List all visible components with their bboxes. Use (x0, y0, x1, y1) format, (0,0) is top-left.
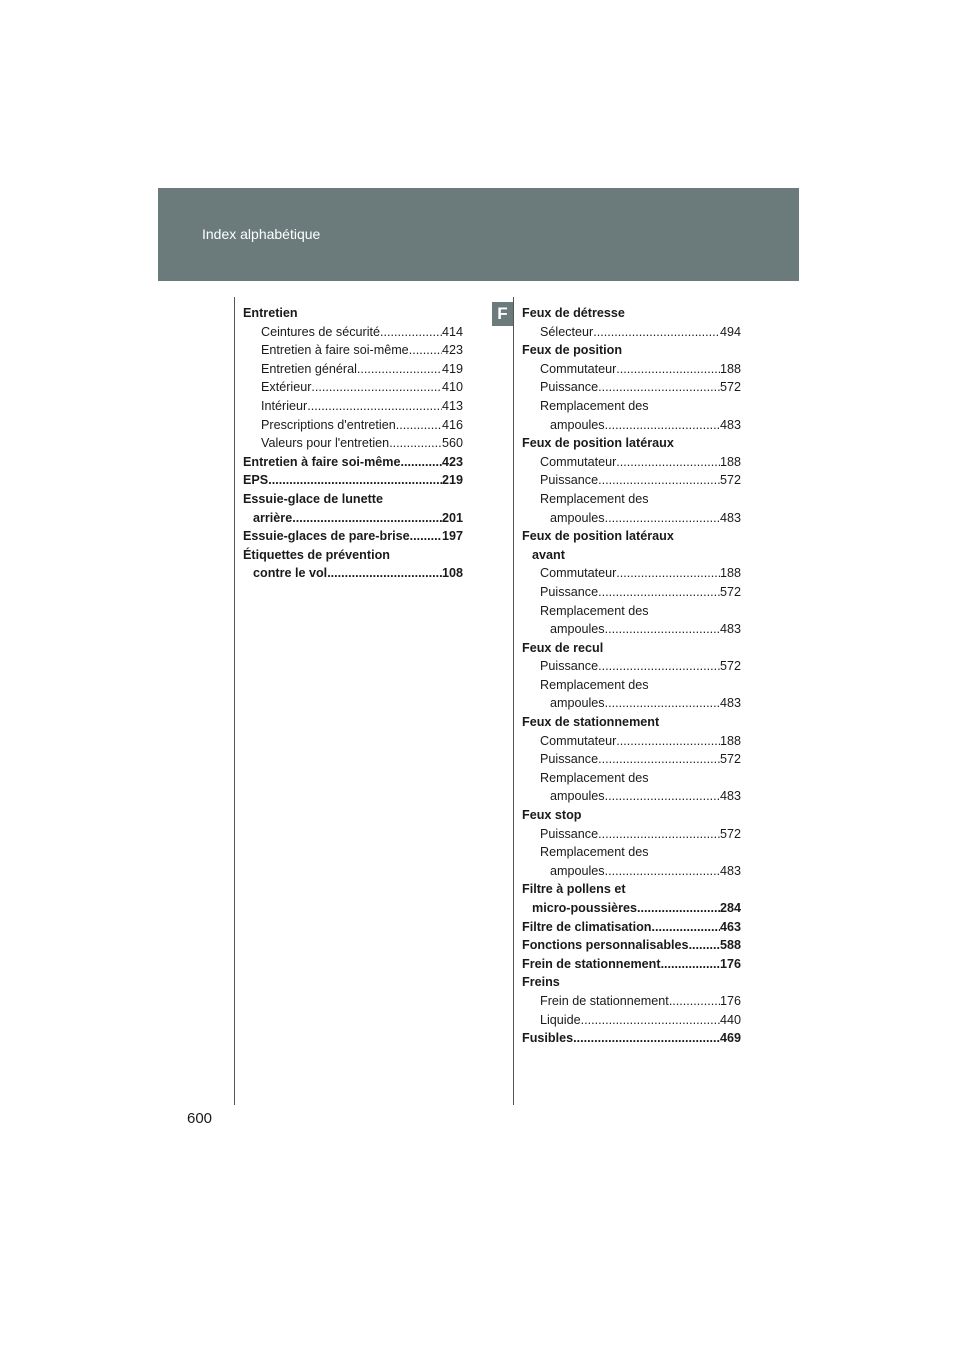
dot-leader (598, 825, 720, 844)
entry-text: Puissance (540, 584, 599, 599)
dot-leader (616, 564, 720, 583)
dot-leader (400, 453, 442, 472)
entry-page-number: 572 (719, 473, 741, 488)
index-subentry (243, 434, 463, 453)
entry-text: ampoules (550, 863, 605, 878)
dot-leader (573, 1029, 720, 1048)
index-entry (522, 546, 741, 565)
index-entry (243, 490, 463, 509)
index-subentry (243, 378, 463, 397)
entry-text: Liquide (540, 1012, 581, 1027)
entry-text: Entretien à faire soi-même (243, 454, 401, 469)
entry-text: ampoules (550, 789, 605, 804)
dot-leader (307, 397, 442, 416)
entry-page-number: 560 (441, 436, 463, 451)
entry-page-number: 463 (719, 919, 741, 934)
entry-text: Puissance (540, 473, 599, 488)
entry-text: avant (532, 547, 565, 562)
entry-page-number: 284 (719, 901, 741, 915)
entry-page-number: 176 (719, 993, 741, 1008)
entry-page-number: 219 (441, 473, 463, 488)
dot-leader (651, 918, 720, 937)
index-entry (522, 880, 741, 899)
entry-page-number: 572 (719, 380, 741, 395)
index-entry (243, 471, 463, 490)
dot-leader (605, 862, 720, 881)
entry-text: micro-poussières (532, 901, 637, 915)
entry-text: Commutateur (540, 361, 617, 376)
entry-page-number: 469 (719, 1031, 741, 1046)
entry-page-number: 588 (719, 938, 741, 953)
index-subentry (522, 694, 741, 713)
dot-leader (598, 471, 720, 490)
index-subentry (243, 397, 463, 416)
index-entry (243, 527, 463, 546)
index-subentry (522, 732, 741, 751)
entry-text: Extérieur (261, 380, 312, 395)
entry-page-number: 410 (441, 380, 463, 395)
entry-text: arrière (253, 510, 293, 525)
entry-page-number: 483 (719, 863, 741, 878)
entry-text: Entretien (243, 306, 298, 320)
index-entry (243, 453, 463, 472)
dot-leader (605, 416, 720, 435)
index-entry (243, 304, 463, 323)
entry-text: Filtre de climatisation (522, 919, 652, 934)
index-entry (243, 546, 463, 565)
entry-page-number: 413 (441, 398, 463, 413)
entry-text: Feux stop (522, 808, 582, 823)
dot-leader (616, 453, 720, 472)
index-subentry (522, 787, 741, 806)
index-entry (522, 806, 741, 825)
index-subentry (522, 843, 741, 862)
entry-text: Prescriptions d'entretien (261, 417, 396, 432)
entry-text: Puissance (540, 826, 599, 841)
index-entry (522, 434, 741, 453)
index-subentry (522, 453, 741, 472)
page-number: 600 (187, 1110, 213, 1127)
dot-leader (689, 936, 720, 955)
index-subentry (522, 602, 741, 621)
index-subentry (522, 397, 741, 416)
entry-text: Fusibles (522, 1031, 574, 1046)
entry-text: contre le vol (253, 566, 328, 581)
entry-text: Valeurs pour l'entretien (261, 436, 390, 451)
dot-leader (605, 509, 720, 528)
entry-text: EPS (243, 473, 269, 488)
index-subentry (522, 378, 741, 397)
index-subentry (522, 825, 741, 844)
entry-text: Feux de position latéraux (522, 529, 674, 544)
index-subentry (522, 490, 741, 509)
entry-text: Puissance (540, 752, 599, 767)
index-subentry (522, 992, 741, 1011)
index-subentry (243, 360, 463, 379)
dot-leader (409, 341, 442, 360)
entry-text: Frein de stationnement (540, 993, 669, 1008)
entry-text: Feux de détresse (522, 306, 625, 320)
entry-text: Remplacement des (540, 398, 649, 413)
index-subentry (522, 323, 741, 342)
dot-leader (593, 323, 720, 342)
dot-leader (396, 416, 442, 435)
index-subentry (243, 416, 463, 435)
entry-page-number: 201 (441, 510, 463, 525)
entry-text: Entretien à faire soi-même (261, 343, 409, 358)
index-entry (522, 713, 741, 732)
entry-page-number: 572 (719, 826, 741, 841)
section-title: Index alphabétique (202, 226, 321, 242)
index-entry (522, 899, 741, 918)
entry-page-number: 197 (441, 529, 463, 544)
entry-text: Sélecteur (540, 324, 594, 339)
index-entry (522, 1029, 741, 1048)
entry-text: Puissance (540, 380, 599, 395)
entry-text: Remplacement des (540, 845, 649, 860)
entry-page-number: 440 (719, 1012, 741, 1027)
dot-leader (311, 378, 442, 397)
entry-text: Freins (522, 975, 560, 990)
index-subentry (522, 564, 741, 583)
entry-page-number: 188 (719, 361, 741, 376)
index-subentry (522, 862, 741, 881)
index-subentry (522, 750, 741, 769)
entry-page-number: 176 (719, 956, 741, 971)
column-divider-middle (513, 297, 514, 1105)
index-subentry (522, 583, 741, 602)
entry-page-number: 419 (441, 361, 463, 376)
dot-leader (380, 323, 442, 342)
entry-text: ampoules (550, 510, 605, 525)
entry-text: Essuie-glaces de pare-brise (243, 529, 410, 544)
index-entry (243, 509, 463, 528)
index-entry (522, 936, 741, 955)
column-divider-left (234, 297, 235, 1105)
dot-leader (605, 694, 720, 713)
index-subentry (522, 416, 741, 435)
index-entry (522, 527, 741, 546)
entry-page-number: 188 (719, 454, 741, 469)
entry-page-number: 483 (719, 417, 741, 432)
index-subentry (243, 341, 463, 360)
dot-leader (661, 955, 720, 974)
index-subentry (522, 509, 741, 528)
index-entry (522, 955, 741, 974)
index-subentry (522, 657, 741, 676)
dot-leader (616, 360, 720, 379)
entry-text: Remplacement des (540, 770, 649, 785)
dot-leader (268, 471, 442, 490)
dot-leader (605, 620, 720, 639)
dot-leader (669, 992, 720, 1011)
entry-page-number: 494 (719, 324, 741, 339)
index-entry (243, 564, 463, 583)
entry-text: Feux de stationnement (522, 715, 660, 730)
entry-page-number: 572 (719, 659, 741, 674)
entry-text: ampoules (550, 417, 605, 432)
entry-text: Étiquettes de prévention (243, 547, 390, 562)
entry-page-number: 572 (719, 584, 741, 599)
entry-text: Fonctions personnalisables (522, 938, 689, 953)
index-column-left (243, 304, 463, 583)
dot-leader (616, 732, 720, 751)
dot-leader (637, 899, 720, 918)
entry-page-number: 423 (441, 343, 463, 358)
dot-leader (410, 527, 442, 546)
index-letter-tab: F (492, 302, 513, 326)
entry-text: Remplacement des (540, 677, 649, 692)
entry-page-number: 423 (441, 454, 463, 469)
entry-text: Commutateur (540, 733, 617, 748)
entry-text: Feux de recul (522, 640, 604, 655)
entry-page-number: 483 (719, 510, 741, 525)
entry-text: Remplacement des (540, 491, 649, 506)
entry-text: Remplacement des (540, 603, 649, 618)
dot-leader (292, 509, 442, 528)
dot-leader (581, 1011, 720, 1030)
dot-leader (605, 787, 720, 806)
entry-page-number: 188 (719, 566, 741, 581)
entry-text: Entretien général (261, 361, 357, 376)
index-subentry (243, 323, 463, 342)
index-entry (522, 918, 741, 937)
index-entry (522, 304, 741, 323)
dot-leader (327, 564, 442, 583)
entry-page-number: 414 (441, 324, 463, 339)
index-subentry (522, 1011, 741, 1030)
entry-page-number: 108 (441, 566, 463, 581)
index-entry (522, 639, 741, 658)
entry-page-number: 483 (719, 622, 741, 637)
index-column-right (522, 304, 741, 1048)
dot-leader (598, 750, 720, 769)
entry-text: Intérieur (261, 398, 308, 413)
entry-text: Filtre à pollens et (522, 882, 626, 897)
entry-page-number: 572 (719, 752, 741, 767)
entry-text: ampoules (550, 622, 605, 637)
entry-text: ampoules (550, 696, 605, 711)
entry-text: Commutateur (540, 566, 617, 581)
dot-leader (598, 378, 720, 397)
entry-page-number: 188 (719, 733, 741, 748)
index-entry (522, 973, 741, 992)
entry-page-number: 483 (719, 789, 741, 804)
entry-text: Puissance (540, 659, 599, 674)
index-entry (522, 341, 741, 360)
dot-leader (598, 657, 720, 676)
index-subentry (522, 360, 741, 379)
dot-leader (389, 434, 442, 453)
entry-page-number: 483 (719, 696, 741, 711)
dot-leader (598, 583, 720, 602)
entry-text: Feux de position (522, 343, 623, 358)
entry-text: Frein de stationnement (522, 956, 661, 971)
entry-text: Essuie-glace de lunette (243, 491, 383, 506)
header-bar (158, 188, 799, 281)
entry-page-number: 416 (441, 417, 463, 432)
index-subentry (522, 620, 741, 639)
index-subentry (522, 676, 741, 695)
entry-text: Ceintures de sécurité (261, 324, 381, 339)
dot-leader (357, 360, 442, 379)
entry-text: Feux de position latéraux (522, 436, 674, 451)
index-subentry (522, 471, 741, 490)
entry-text: Commutateur (540, 454, 617, 469)
index-subentry (522, 769, 741, 788)
